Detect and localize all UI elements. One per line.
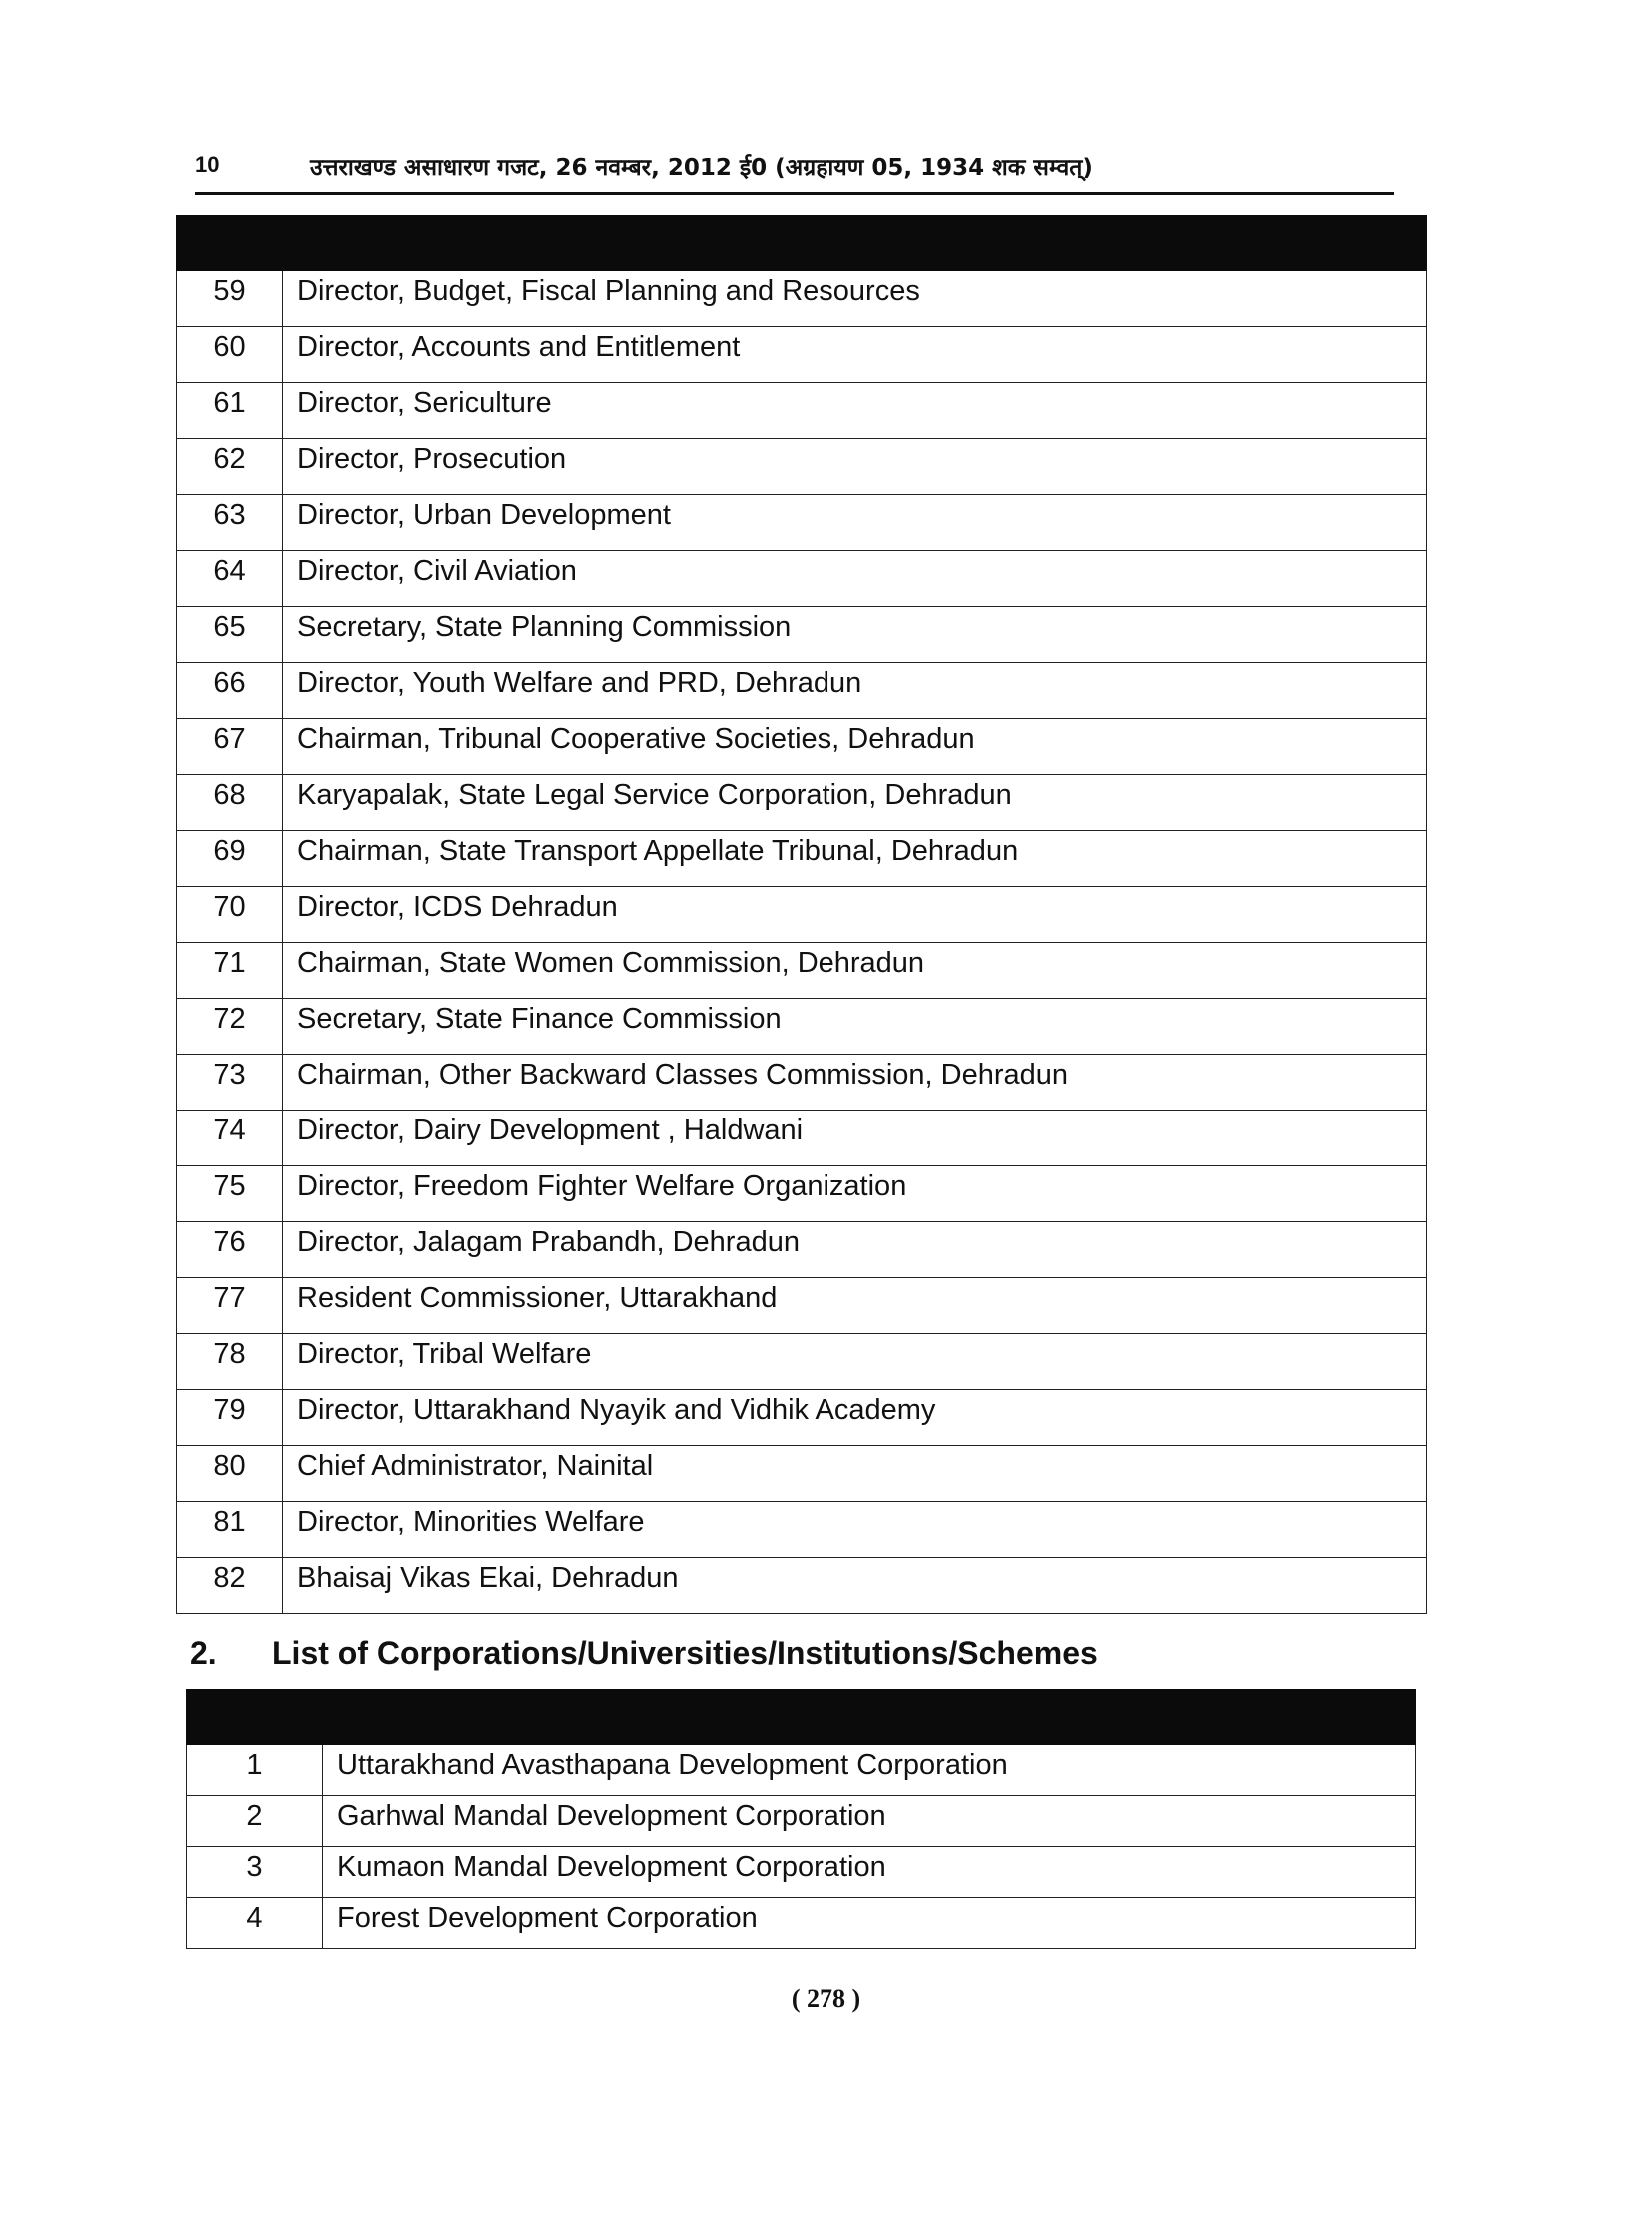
table-row xyxy=(177,607,1427,663)
page-header xyxy=(195,150,1394,195)
row-name: Bhaisaj Vikas Ekai, Dehradun xyxy=(283,1558,1427,1614)
table-row xyxy=(177,1222,1427,1278)
page-footer: ( 278 ) xyxy=(791,1984,861,2013)
row-name: Director, Jalagam Prabandh, Dehradun xyxy=(283,1222,1427,1278)
row-name: Director, Dairy Development , Haldwani xyxy=(283,1111,1427,1166)
row-name: Uttarakhand Avasthapana Development Corporation xyxy=(323,1745,1416,1796)
row-number: 62 xyxy=(177,439,283,495)
row-name: Chairman, Tribunal Cooperative Societies, Dehradun xyxy=(283,719,1427,775)
row-name: Director, Minorities Welfare xyxy=(283,1502,1427,1558)
table-row xyxy=(177,1334,1427,1390)
row-name: Director, Urban Development xyxy=(283,495,1427,551)
table-row xyxy=(177,439,1427,495)
row-number: 64 xyxy=(177,551,283,607)
row-number: 76 xyxy=(177,1222,283,1278)
row-number: 60 xyxy=(177,327,283,383)
row-name: Director, Tribal Welfare xyxy=(283,1334,1427,1390)
row-name: Director, Youth Welfare and PRD, Dehradun xyxy=(283,663,1427,719)
row-name: Garhwal Mandal Development Corporation xyxy=(323,1796,1416,1847)
table-row xyxy=(177,999,1427,1055)
row-name: Director, Civil Aviation xyxy=(283,551,1427,607)
row-name: Director, Prosecution xyxy=(283,439,1427,495)
table-row xyxy=(177,271,1427,327)
table-row xyxy=(177,1166,1427,1222)
row-name: Director, Uttarakhand Nyayik and Vidhik Academy xyxy=(283,1390,1427,1446)
row-name: Director, Accounts and Entitlement xyxy=(283,327,1427,383)
table-header-cell xyxy=(283,216,1427,271)
row-number: 70 xyxy=(177,887,283,943)
section-number: 2. xyxy=(190,1635,217,1671)
table-header-cell xyxy=(187,1690,323,1745)
table-row xyxy=(177,1055,1427,1111)
table-row xyxy=(177,1390,1427,1446)
table-row xyxy=(177,719,1427,775)
row-name: Director, Budget, Fiscal Planning and Resources xyxy=(283,271,1427,327)
table-row xyxy=(177,775,1427,831)
table-row xyxy=(177,1446,1427,1502)
table-row xyxy=(177,943,1427,999)
table-row xyxy=(187,1898,1416,1949)
table-row xyxy=(177,327,1427,383)
officers-table xyxy=(176,215,1427,1614)
row-number: 67 xyxy=(177,719,283,775)
table-row xyxy=(177,383,1427,439)
table-row xyxy=(177,831,1427,887)
table-row xyxy=(177,1111,1427,1166)
row-number: 3 xyxy=(187,1847,323,1898)
row-name: Karyapalak, State Legal Service Corporation, Dehradun xyxy=(283,775,1427,831)
row-number: 68 xyxy=(177,775,283,831)
row-number: 73 xyxy=(177,1055,283,1111)
table-row xyxy=(177,1558,1427,1614)
row-number: 80 xyxy=(177,1446,283,1502)
table-row xyxy=(177,887,1427,943)
row-number: 2 xyxy=(187,1796,323,1847)
row-number: 69 xyxy=(177,831,283,887)
row-name: Chief Administrator, Nainital xyxy=(283,1446,1427,1502)
row-number: 77 xyxy=(177,1278,283,1334)
row-name: Resident Commissioner, Uttarakhand xyxy=(283,1278,1427,1334)
table-header-row xyxy=(177,216,1427,271)
table-header-cell xyxy=(177,216,283,271)
table-header-row xyxy=(187,1690,1416,1745)
row-name: Chairman, State Women Commission, Dehradun xyxy=(283,943,1427,999)
page-number: 10 xyxy=(195,152,220,177)
table-row xyxy=(177,1502,1427,1558)
table-row xyxy=(177,1278,1427,1334)
section-heading xyxy=(190,1635,1098,1672)
table-row xyxy=(177,551,1427,607)
row-name: Director, Freedom Fighter Welfare Organization xyxy=(283,1166,1427,1222)
row-number: 81 xyxy=(177,1502,283,1558)
row-number: 65 xyxy=(177,607,283,663)
row-name: Secretary, State Finance Commission xyxy=(283,999,1427,1055)
row-number: 79 xyxy=(177,1390,283,1446)
row-number: 59 xyxy=(177,271,283,327)
row-name: Director, Sericulture xyxy=(283,383,1427,439)
table-row xyxy=(177,663,1427,719)
row-number: 72 xyxy=(177,999,283,1055)
row-number: 63 xyxy=(177,495,283,551)
row-number: 61 xyxy=(177,383,283,439)
row-number: 78 xyxy=(177,1334,283,1390)
row-number: 82 xyxy=(177,1558,283,1614)
row-name: Forest Development Corporation xyxy=(323,1898,1416,1949)
row-number: 71 xyxy=(177,943,283,999)
table-row xyxy=(187,1847,1416,1898)
row-name: Chairman, State Transport Appellate Tribunal, Dehradun xyxy=(283,831,1427,887)
row-number: 66 xyxy=(177,663,283,719)
table-row xyxy=(187,1745,1416,1796)
row-number: 1 xyxy=(187,1745,323,1796)
row-name: Secretary, State Planning Commission xyxy=(283,607,1427,663)
row-name: Director, ICDS Dehradun xyxy=(283,887,1427,943)
corporations-table xyxy=(186,1689,1416,1949)
row-name: Chairman, Other Backward Classes Commission, Dehradun xyxy=(283,1055,1427,1111)
row-name: Kumaon Mandal Development Corporation xyxy=(323,1847,1416,1898)
row-number: 4 xyxy=(187,1898,323,1949)
table-header-cell xyxy=(323,1690,1416,1745)
section-title: List of Corporations/Universities/Institutions/Schemes xyxy=(272,1635,1098,1671)
table-row xyxy=(187,1796,1416,1847)
row-number: 74 xyxy=(177,1111,283,1166)
row-number: 75 xyxy=(177,1166,283,1222)
table-row xyxy=(177,495,1427,551)
gazette-title: उत्तराखण्ड असाधारण गजट, 26 नवम्बर, 2012 ई0 (अग्रहायण 05, 1934 शक सम्वत्) xyxy=(310,155,1093,181)
